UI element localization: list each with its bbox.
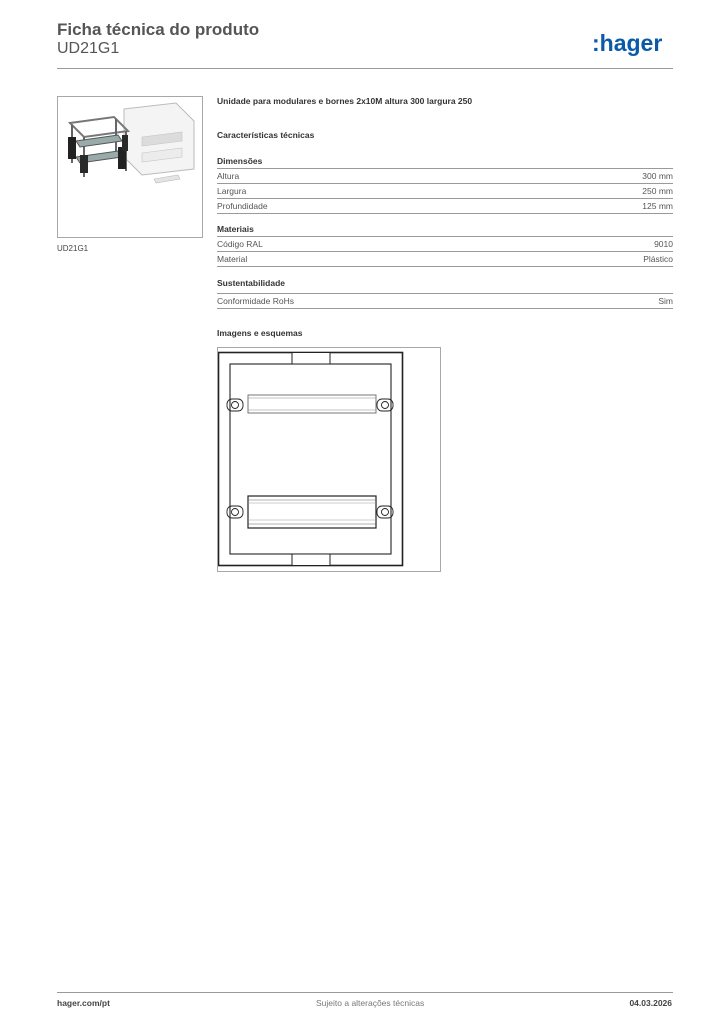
spec-value: 125 mm	[642, 201, 673, 211]
technical-drawing	[217, 347, 441, 572]
materials-heading: Materiais	[217, 224, 254, 234]
dimensions-heading: Dimensões	[217, 156, 263, 166]
spec-row-depth	[217, 198, 673, 214]
spec-row-width	[217, 183, 673, 199]
spec-value: Sim	[658, 296, 673, 306]
product-caption: UD21G1	[57, 244, 89, 253]
spec-label: Conformidade RoHs	[217, 296, 295, 306]
header-divider	[57, 68, 673, 69]
table-divider	[217, 213, 673, 214]
images-heading: Imagens e esquemas	[217, 328, 303, 338]
footer-divider	[57, 992, 673, 993]
footer-notice: Sujeito a alterações técnicas	[316, 998, 425, 1008]
spec-label: Profundidade	[217, 201, 268, 211]
table-divider	[217, 308, 673, 309]
spec-label: Material	[217, 254, 248, 264]
spec-value: 9010	[654, 239, 673, 249]
spec-row-material	[217, 251, 673, 267]
spec-row-ral-code	[217, 236, 673, 252]
spec-label: Código RAL	[217, 239, 263, 249]
table-divider	[217, 266, 673, 267]
spec-label: Altura	[217, 171, 240, 181]
technical-drawing-graphic	[218, 348, 440, 571]
spec-row-height	[217, 168, 673, 184]
product-description: Unidade para modulares e bornes 2x10M altura 300 largura 250	[217, 96, 473, 106]
hager-logo	[592, 28, 676, 58]
page-title: Ficha técnica do produto	[57, 20, 260, 39]
hager-logo-text: :hager	[592, 30, 663, 56]
footer-date: 04.03.2026	[629, 998, 672, 1008]
footer-website: hager.com/pt	[57, 998, 110, 1008]
product-photo-graphic	[58, 97, 202, 237]
spec-row-rohs	[217, 293, 673, 309]
technical-characteristics-heading: Características técnicas	[217, 130, 315, 140]
spec-label: Largura	[217, 186, 247, 196]
product-photo	[57, 96, 203, 238]
spec-value: 300 mm	[642, 171, 673, 181]
product-reference: UD21G1	[57, 40, 120, 57]
spec-value: 250 mm	[642, 186, 673, 196]
spec-value: Plástico	[643, 254, 673, 264]
sustainability-heading: Sustentabilidade	[217, 278, 286, 288]
